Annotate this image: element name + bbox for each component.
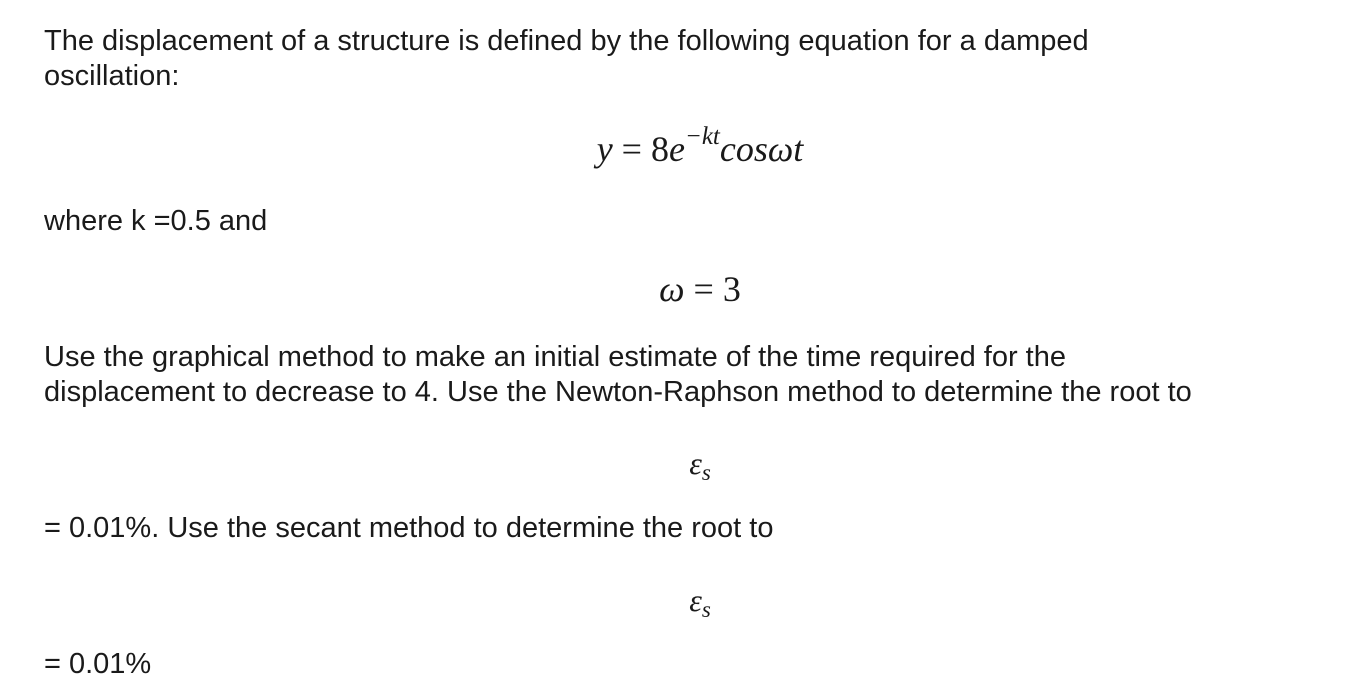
omega-equals: =	[693, 269, 714, 309]
equation-coefficient: 8	[650, 129, 669, 169]
where-text: where k =0.5 and	[44, 205, 268, 237]
equation-lhs: y	[596, 129, 613, 169]
equation-equals: =	[621, 129, 642, 169]
epsilon-symbol: ε	[689, 582, 702, 618]
displacement-equation	[0, 123, 1370, 170]
equation-trig: cosωt	[719, 129, 804, 169]
problem-intro-line-1: The displacement of a structure is defined by the following equation for a damped	[44, 25, 1089, 57]
problem-intro-line-2: oscillation:	[44, 60, 180, 92]
epsilon-s-formula-1	[0, 445, 1370, 485]
epsilon-symbol: ε	[689, 445, 702, 481]
epsilon-subscript: s	[701, 460, 711, 485]
equation-exponent: −kt	[684, 123, 720, 150]
instruction-line-1: Use the graphical method to make an initial estimate of the time required for the	[44, 341, 1066, 373]
equation-base: e	[668, 129, 685, 169]
omega-value: 3	[722, 269, 741, 309]
tolerance-text-1: = 0.01%. Use the secant method to determine the root to	[44, 512, 774, 544]
instruction-line-2: displacement to decrease to 4. Use the Newton-Raphson method to determine the root to	[44, 376, 1192, 408]
epsilon-subscript: s	[701, 597, 711, 622]
omega-equation	[0, 268, 1370, 310]
omega-symbol: ω	[659, 269, 685, 309]
epsilon-s-formula-2	[0, 582, 1370, 622]
tolerance-text-2: = 0.01%	[44, 648, 152, 680]
